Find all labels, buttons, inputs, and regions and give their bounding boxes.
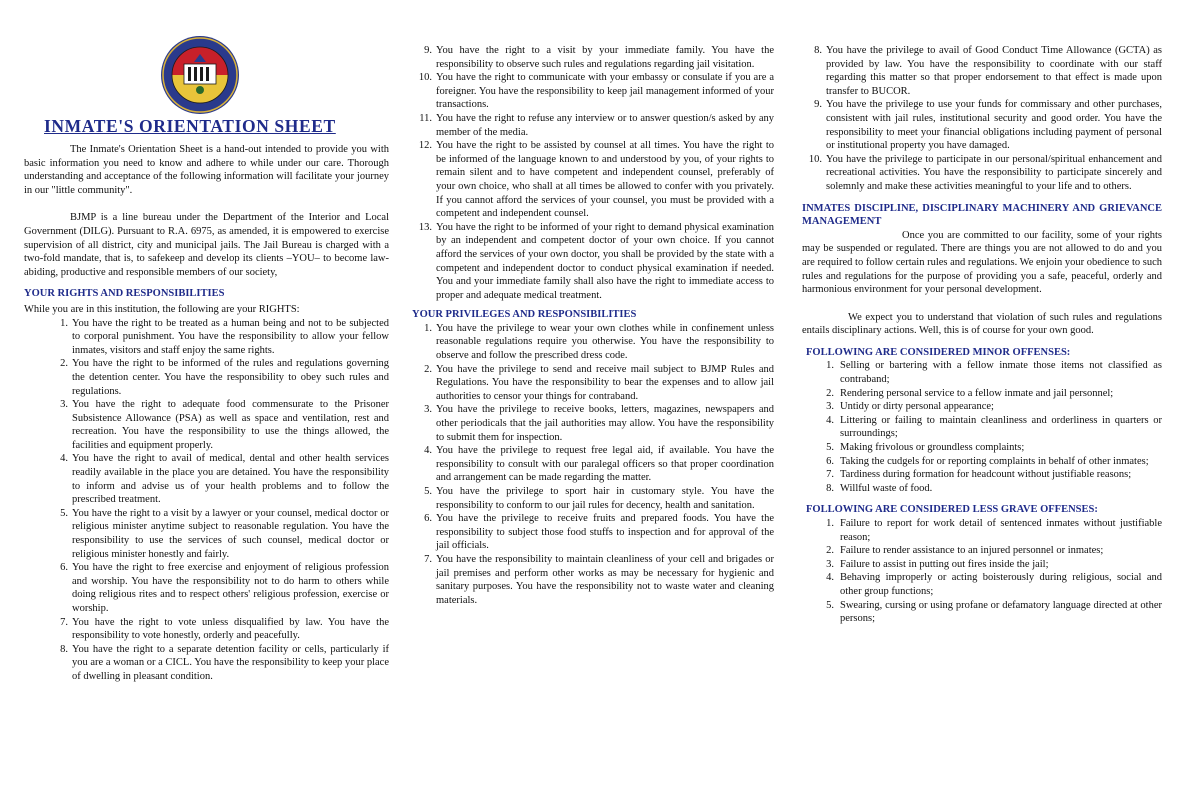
intro-paragraph-2: BJMP is a line bureau under the Department of the Interior and Local Government (DILG). Pursuant to R.A. 6975, as amended, it is empowered to exercise supervision of all district, city and municipal jails. The Jail Bureau is charged with a two-fold mandate, that is, to safekeep and develop its clients –YOU– to become law-abiding, productive and responsible members of our society, [24, 212, 389, 278]
rights-list-continued [412, 44, 774, 302]
list-item: 2. You have the privilege to send and receive mail subject to BJMP Rules and Regulations. You have the responsibility to bear the expenses and to allow jail authorities to censor your things for contraband. [424, 363, 774, 402]
list-item: 1. You have the right to be treated as a human being and not to be subjected to corporal punishment. You have the responsibility to allow your fellow inmates, visitors and staff enjoy the same rights. [60, 317, 389, 356]
list-item: 4. Littering or failing to maintain cleanliness and orderliness in quarters or surroundings; [826, 414, 1162, 440]
less-grave-offenses-list [802, 517, 1162, 626]
list-item: 7. You have the right to vote unless disqualified by law. You have the responsibility to vote honestly, orderly and peacefully. [60, 616, 389, 642]
list-item: 5. Swearing, cursing or using profane or defamatory language directed at other persons; [826, 599, 1162, 625]
list-item: 7. You have the responsibility to maintain cleanliness of your cell and brigades or jail premises and perform other works as may be necessary for hygienic and sanitary purposes. You have the responsibility not to waste water and cleaning materials. [424, 553, 774, 606]
list-item: 9. You have the right to a visit by your immediate family. You have the responsibility to observe such rules and regulations regarding jail visitation. [424, 45, 774, 70]
list-item: 6. You have the privilege to receive fruits and prepared foods. You have the responsibility to subject those food stuffs to inspection and for approval of the jail officials. [424, 513, 774, 552]
privileges-list-continued [802, 44, 1162, 194]
rights-heading: YOUR RIGHTS AND RESPONSIBILITIES [24, 288, 225, 300]
list-item: 4. You have the privilege to request free legal aid, if available. You have the responsibility to consult with our paralegal officers so that proper coordination and arrangement can be made regarding the matter. [424, 445, 774, 484]
list-item: 3. You have the privilege to receive books, letters, magazines, newspapers and other periodicals that the jail authorities may allow. You have the responsibility to submit them for inspection. [424, 404, 774, 443]
list-item: 12. You have the right to be assisted by counsel at all times. You have the right to be informed of the language known to and understood by you, of your rights to remain silent and to have competent and independent counsel, preferably of your own choice, who shall at all times be allowed to confer with you privately. If you cannot afford the services of your counsel, you must be provided with a competent and independent counsel. [418, 140, 774, 220]
list-item: 1. Failure to report for work detail of sentenced inmates without justifiable reason; [826, 518, 1162, 543]
list-item: 13. You have the right to be informed of your right to demand physical examination by an independent and competent doctor of your own choice. If you cannot afford the services of your own doctor, you shall be provided by the state with a competent and independent doctor to conduct physical examination if needed. You and your immediate family shall also have the right to immediate access to proper and adequate medical treatment. [418, 221, 774, 301]
list-item: 1. You have the privilege to wear your own clothes while in confinement unless reasonable regulations require you otherwise. You have the responsibility to observe and follow the prescribed dress code. [424, 322, 774, 362]
bjmp-seal-icon [140, 34, 260, 116]
rights-list [24, 317, 389, 684]
list-item: 1. Selling or bartering with a fellow inmate those items not classified as contraband; [826, 360, 1162, 386]
bjmp-seal-logo [140, 34, 260, 116]
list-item: 6. Taking the cudgels for or reporting complaints in behalf of other inmates; [826, 455, 1149, 467]
list-item: 6. You have the right to free exercise and enjoyment of religious profession and worship. You have the responsibility not to do harm to others while doing religious rites and to respect others' religious profession, exercise or worship. [60, 562, 389, 614]
list-item: 2. You have the right to be informed of the rules and regulations governing the detention center. You have the responsibility to obey such rules and regulations. [60, 358, 389, 397]
minor-offenses-heading: FOLLOWING ARE CONSIDERED MINOR OFFENSES: [806, 346, 1071, 358]
list-item: 8. You have the right to a separate detention facility or cells, particularly if you are a woman or a CICL. You have the responsibility to keep your place of dwelling in pleasant condition. [60, 643, 389, 682]
list-item: 5. Making frivolous or groundless complaints; [826, 442, 1025, 454]
list-item: 11. You have the right to refuse any interview or to answer question/s asked by any member of the media. [419, 112, 774, 138]
privileges-list [412, 322, 774, 607]
list-item: 9. You have the privilege to use your funds for commissary and other purchases, consistent with jail rules, institutional security and good order. You have the responsibility to meet your financial obligations including payment of personal or institutional property you have damaged. [814, 99, 1162, 152]
privileges-heading: YOUR PRIVILEGES AND RESPONSIBILITIES [412, 309, 637, 321]
list-item: 8. You have the privilege to avail of Good Conduct Time Allowance (GCTA) as provided by law. You have the responsibility to coordinate with our staff regarding this matter so that proper endorsement to that effect is made upon transfer to BUCOR. [814, 45, 1162, 97]
list-item: 2. Failure to render assistance to an injured personnel or inmates; [826, 545, 1104, 557]
list-item: 10. You have the privilege to participate in our personal/spiritual enhancement and recreational activities. You have the responsibility to participate sincerely and solemnly and make these activities meaningful to your life and to others. [808, 153, 1162, 192]
list-item: 3. Untidy or dirty personal appearance; [826, 401, 994, 413]
discipline-paragraph-1: Once you are committed to our facility, some of your rights may be suspended or regulated. There are things you are not allowed to do and you are required to follow certain rules and regulations. We enjoin your obedience to such rules and regulations for the purpose of providing you a safe, peaceful, orderly and harmonious environment for your personal development. [802, 229, 1162, 296]
page-title: INMATE'S ORIENTATION SHEET [44, 116, 336, 136]
minor-offenses-list [802, 359, 1162, 495]
discipline-heading: INMATES DISCIPLINE, DISCIPLINARY MACHINERY AND GRIEVANCE MANAGEMENT [802, 202, 1162, 228]
less-grave-offenses-heading: FOLLOWING ARE CONSIDERED LESS GRAVE OFFENSES: [806, 504, 1098, 516]
rights-lead: While you are in this institution, the following are your RIGHTS: [24, 303, 300, 315]
list-item: 8. Willful waste of food. [826, 482, 933, 494]
discipline-paragraph-2: We expect you to understand that violation of such rules and regulations entails disciplinary actions. Well, this is of course for your own good. [802, 311, 1162, 337]
list-item: 5. You have the right to a visit by a lawyer or your counsel, medical doctor or religious minister anytime subject to reasonable regulation. You have the responsibility to use the services of such counsel, medical doctor or religious minister honestly and fairly. [60, 507, 389, 560]
list-item: 5. You have the privilege to sport hair in customary style. You have the responsibility to conform to our jail rules for decency, health and sanitation. [424, 486, 774, 511]
intro-paragraph-1: The Inmate's Orientation Sheet is a hand-out intended to provide you with basic information you need to know and adhere to while under our care. Thorough understanding and acceptance of the following information will facilitate your journey in our "little community". [24, 144, 389, 196]
list-item: 2. Rendering personal service to a fellow inmate and jail personnel; [826, 387, 1114, 399]
list-item: 3. You have the right to adequate food commensurate to the Prisoner Subsistence Allowance (PSA) as well as space and ventilation, rest and recreation. You have the responsibility to use the things allowed, the facilities and equipment properly. [60, 399, 389, 451]
list-item: 7. Tardiness during formation for headcount without justifiable reasons; [826, 469, 1132, 481]
list-item: 4. You have the right to avail of medical, dental and other health services readily available in the place you are detained. You have the responsibility to inform and advise us of your health problems and to follow the prescribed treatment. [60, 453, 389, 506]
list-item: 4. Behaving improperly or acting boisterously during religious, social and other group functions; [826, 572, 1162, 597]
list-item: 3. Failure to assist in putting out fires inside the jail; [826, 558, 1049, 570]
list-item: 10. You have the right to communicate with your embassy or consulate if you are a foreigner. You have the responsibility to keep jail management informed of your transactions. [418, 72, 774, 111]
